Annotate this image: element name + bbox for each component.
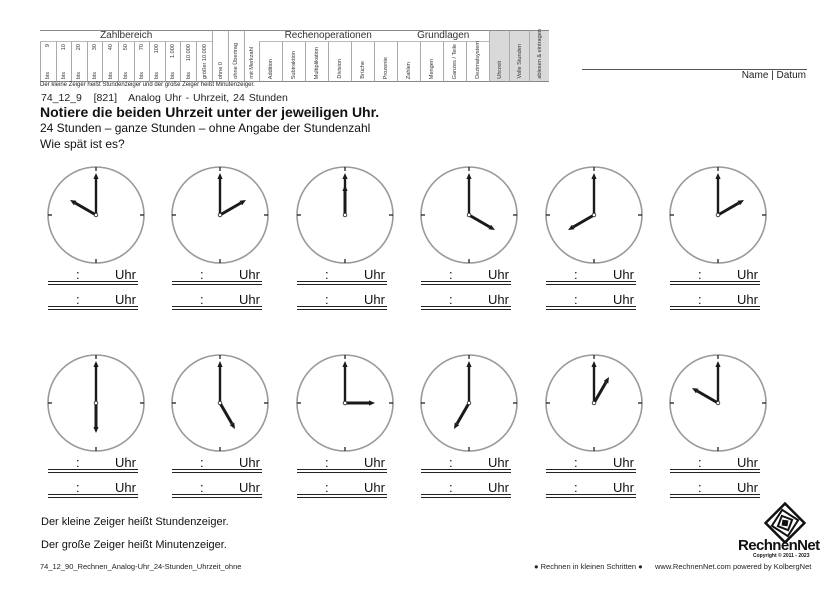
hint-minute-hand: Der große Zeiger heißt Minutenzeiger. xyxy=(41,539,227,551)
answer-line xyxy=(670,469,760,473)
operation-cell xyxy=(305,42,328,82)
zahlbereich-cell xyxy=(165,42,181,82)
analog-clock xyxy=(419,165,519,265)
time-answer-field[interactable] xyxy=(546,290,636,310)
time-unit: Uhr xyxy=(115,455,136,470)
time-colon: : xyxy=(698,480,702,495)
grundlagen-cell xyxy=(397,42,420,82)
zahlbereich-title: Zahlbereich xyxy=(40,31,212,42)
range-prefix: größer 10.000 xyxy=(201,43,208,79)
analog-clock xyxy=(295,353,395,453)
analog-clock xyxy=(419,353,519,453)
operation-label: Subtraktion xyxy=(291,50,298,79)
range-prefix: bis xyxy=(92,71,99,79)
time-colon: : xyxy=(200,292,204,307)
range-value: 20 xyxy=(76,44,83,51)
range-value: 10.000 xyxy=(185,44,192,62)
time-unit: Uhr xyxy=(613,480,634,495)
topic-label: ablesen & eintragen xyxy=(536,29,543,79)
header-note: Der kleine Zeiger heißt Stundenzeiger und der große Zeiger heißt Minutenzeiger. xyxy=(40,82,255,88)
zahlbereich-group xyxy=(40,30,212,82)
time-answer-field[interactable] xyxy=(297,453,387,473)
time-colon: : xyxy=(325,267,329,282)
answer-line xyxy=(421,494,511,498)
operation-label: Brüche xyxy=(360,61,367,79)
answer-line xyxy=(670,281,760,285)
time-colon: : xyxy=(449,480,453,495)
time-unit: Uhr xyxy=(364,480,385,495)
range-prefix: bis xyxy=(138,71,145,79)
range-prefix: bis xyxy=(154,71,161,79)
operation-cell xyxy=(374,42,397,82)
time-unit: Uhr xyxy=(239,292,260,307)
analog-clock xyxy=(295,165,395,265)
time-answer-field[interactable] xyxy=(172,290,262,310)
time-unit: Uhr xyxy=(364,267,385,282)
topic-label: Uhrzeit xyxy=(496,61,503,79)
analog-clock xyxy=(668,165,768,265)
range-value: 30 xyxy=(92,44,99,51)
answer-line xyxy=(421,469,511,473)
time-unit: Uhr xyxy=(115,267,136,282)
time-colon: : xyxy=(449,292,453,307)
answer-line xyxy=(546,494,636,498)
grundlagen-group xyxy=(397,30,489,82)
time-colon: : xyxy=(76,455,80,470)
answer-line xyxy=(297,469,387,473)
answer-line xyxy=(421,306,511,310)
range-prefix: bis xyxy=(107,71,114,79)
category-table xyxy=(40,30,549,82)
time-colon: : xyxy=(449,267,453,282)
grundlagen-title: Grundlagen xyxy=(397,31,489,42)
range-value: 10 xyxy=(60,44,67,51)
operation-cell xyxy=(328,42,351,82)
answer-line xyxy=(48,281,138,285)
time-unit: Uhr xyxy=(115,292,136,307)
operation-label: Prozente xyxy=(383,56,390,79)
time-answer-field[interactable] xyxy=(421,453,511,473)
time-unit: Uhr xyxy=(613,267,634,282)
time-unit: Uhr xyxy=(613,455,634,470)
zahlbereich-cell xyxy=(40,42,56,82)
time-unit: Uhr xyxy=(364,292,385,307)
time-colon: : xyxy=(76,267,80,282)
range-prefix: bis xyxy=(76,71,83,79)
grundlagen-cell xyxy=(420,42,443,82)
analog-clock xyxy=(170,165,270,265)
answer-line xyxy=(670,494,760,498)
footer-filename: 74_12_90_Rechnen_Analog-Uhr_24-Stunden_Uhrzeit_ohne xyxy=(40,562,242,571)
range-value: 50 xyxy=(123,44,130,51)
range-prefix: bis xyxy=(170,71,177,79)
topic-cell-highlighted xyxy=(509,30,529,82)
operation-label: Multiplikation xyxy=(314,46,321,79)
range-prefix: bis xyxy=(45,71,52,79)
time-answer-field[interactable] xyxy=(421,478,511,498)
footer-slogan: ● Rechnen in kleinen Schritten ● xyxy=(534,562,643,571)
time-unit: Uhr xyxy=(239,267,260,282)
range-value: 9 xyxy=(45,44,52,48)
rechenoperationen-title: Rechenoperationen xyxy=(259,31,397,42)
time-answer-field[interactable] xyxy=(670,290,760,310)
time-colon: : xyxy=(698,455,702,470)
grundlagen-label: Zahlen xyxy=(406,61,413,79)
analog-clock xyxy=(544,353,644,453)
answer-line xyxy=(172,494,262,498)
time-unit: Uhr xyxy=(737,455,758,470)
operation-cell xyxy=(282,42,305,82)
time-colon: : xyxy=(200,480,204,495)
answer-line xyxy=(546,281,636,285)
time-unit: Uhr xyxy=(239,455,260,470)
operation-label: Addition xyxy=(268,58,275,79)
operation-label: Division xyxy=(337,59,344,79)
grundlagen-label: Mengen xyxy=(429,58,436,79)
name-date-label: Name | Datum xyxy=(741,70,806,81)
zahlbereich-cell xyxy=(118,42,134,82)
option-cell xyxy=(244,30,260,82)
range-prefix: bis xyxy=(60,71,67,79)
highlighted-group xyxy=(489,30,549,82)
footer-site: www.RechnenNet.com powered by KolbergNet xyxy=(655,562,812,571)
time-colon: : xyxy=(200,455,204,470)
time-colon: : xyxy=(574,292,578,307)
time-answer-field[interactable] xyxy=(546,453,636,473)
time-answer-field[interactable] xyxy=(48,265,138,285)
option-label: ohne 0 xyxy=(217,61,224,79)
time-colon: : xyxy=(325,480,329,495)
answer-line xyxy=(297,306,387,310)
time-unit: Uhr xyxy=(737,292,758,307)
extra-group xyxy=(212,30,259,82)
time-unit: Uhr xyxy=(613,292,634,307)
answer-line xyxy=(297,281,387,285)
range-prefix: bis xyxy=(123,71,130,79)
time-answer-field[interactable] xyxy=(297,290,387,310)
operation-cell xyxy=(259,42,282,82)
zahlbereich-cell xyxy=(180,42,196,82)
range-value: 70 xyxy=(138,44,145,51)
answer-line xyxy=(546,306,636,310)
answer-line xyxy=(172,306,262,310)
subtitle: 24 Stunden – ganze Stunden – ohne Angabe der Stundenzahl xyxy=(40,121,371,135)
rechenoperationen-group xyxy=(259,30,397,82)
answer-line xyxy=(546,469,636,473)
time-answer-field[interactable] xyxy=(546,478,636,498)
time-answer-field[interactable] xyxy=(172,478,262,498)
time-unit: Uhr xyxy=(737,480,758,495)
answer-line xyxy=(297,494,387,498)
option-label: mit Merkzahl xyxy=(248,47,255,79)
analog-clock xyxy=(544,165,644,265)
grundlagen-cell xyxy=(466,42,489,82)
time-colon: : xyxy=(574,267,578,282)
answer-line xyxy=(48,494,138,498)
zahlbereich-cell xyxy=(196,42,213,82)
time-unit: Uhr xyxy=(239,480,260,495)
range-prefix: bis xyxy=(185,71,192,79)
time-colon: : xyxy=(449,455,453,470)
range-value: 1.000 xyxy=(170,44,177,58)
zahlbereich-cell xyxy=(134,42,150,82)
answer-line xyxy=(48,469,138,473)
time-colon: : xyxy=(698,267,702,282)
time-colon: : xyxy=(76,480,80,495)
time-answer-field[interactable] xyxy=(546,265,636,285)
time-answer-field[interactable] xyxy=(172,265,262,285)
zahlbereich-cell xyxy=(71,42,87,82)
question: Wie spät ist es? xyxy=(40,137,125,151)
option-cell xyxy=(228,30,244,82)
answer-line xyxy=(670,306,760,310)
time-unit: Uhr xyxy=(488,480,509,495)
time-colon: : xyxy=(200,267,204,282)
range-value: 100 xyxy=(154,44,161,54)
option-label: ohne Übertrag xyxy=(233,43,240,79)
analog-clock xyxy=(170,353,270,453)
zahlbereich-cell xyxy=(102,42,118,82)
worksheet-meta: 74_12_9 [821] Analog Uhr - Uhrzeit, 24 Stunden xyxy=(41,92,288,104)
range-value: 40 xyxy=(107,44,114,51)
page-title: Notiere die beiden Uhrzeit unter der jeweiligen Uhr. xyxy=(40,104,380,120)
option-cell xyxy=(212,30,228,82)
time-answer-field[interactable] xyxy=(670,478,760,498)
time-unit: Uhr xyxy=(488,292,509,307)
time-answer-field[interactable] xyxy=(297,265,387,285)
time-answer-field[interactable] xyxy=(670,453,760,473)
time-answer-field[interactable] xyxy=(48,478,138,498)
topic-label: Volle Stunden xyxy=(516,44,523,79)
topic-cell-highlighted xyxy=(529,30,549,82)
grundlagen-label: Ganzes / Teile xyxy=(452,43,459,79)
time-unit: Uhr xyxy=(488,455,509,470)
answer-line xyxy=(172,281,262,285)
hint-hour-hand: Der kleine Zeiger heißt Stundenzeiger. xyxy=(41,516,229,528)
time-answer-field[interactable] xyxy=(48,453,138,473)
time-answer-field[interactable] xyxy=(421,265,511,285)
answer-line xyxy=(421,281,511,285)
answer-line xyxy=(48,306,138,310)
time-colon: : xyxy=(76,292,80,307)
zahlbereich-cell xyxy=(87,42,103,82)
zahlbereich-cell xyxy=(149,42,165,82)
answer-line xyxy=(172,469,262,473)
time-colon: : xyxy=(325,455,329,470)
grundlagen-cell xyxy=(443,42,466,82)
time-answer-field[interactable] xyxy=(297,478,387,498)
copyright: Copyright © 2011 - 2023 xyxy=(753,553,810,559)
time-answer-field[interactable] xyxy=(172,453,262,473)
time-unit: Uhr xyxy=(488,267,509,282)
time-unit: Uhr xyxy=(364,455,385,470)
time-colon: : xyxy=(325,292,329,307)
time-colon: : xyxy=(574,455,578,470)
operation-cell xyxy=(351,42,374,82)
time-colon: : xyxy=(574,480,578,495)
time-answer-field[interactable] xyxy=(48,290,138,310)
time-unit: Uhr xyxy=(115,480,136,495)
zahlbereich-cell xyxy=(56,42,72,82)
grundlagen-label: Dezimalsystem xyxy=(475,41,482,79)
analog-clock xyxy=(46,353,146,453)
topic-cell-highlighted xyxy=(489,30,509,82)
analog-clock xyxy=(46,165,146,265)
time-answer-field[interactable] xyxy=(421,290,511,310)
time-answer-field[interactable] xyxy=(670,265,760,285)
time-unit: Uhr xyxy=(737,267,758,282)
analog-clock xyxy=(668,353,768,453)
time-colon: : xyxy=(698,292,702,307)
brand-name: RechnenNet xyxy=(738,537,820,554)
